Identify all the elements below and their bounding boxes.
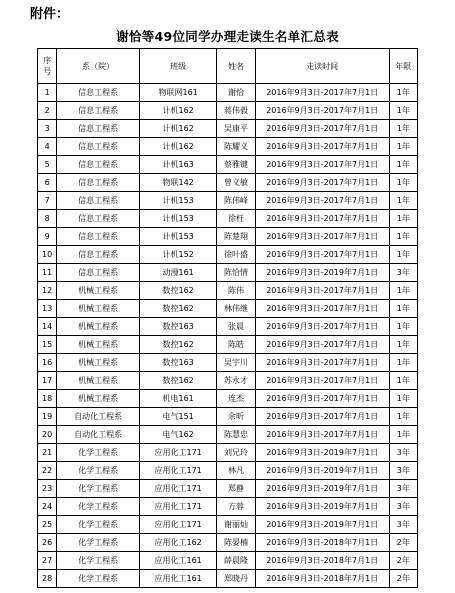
cell-dept: 信息工程系 bbox=[57, 210, 140, 228]
cell-name: 郑静 bbox=[217, 480, 256, 498]
cell-class: 物联网161 bbox=[140, 84, 217, 102]
cell-class: 应用化工171 bbox=[140, 498, 217, 516]
cell-no: 3 bbox=[38, 120, 57, 138]
student-roster-table bbox=[37, 48, 418, 588]
table-row bbox=[38, 444, 418, 462]
cell-years: 1年 bbox=[389, 354, 417, 372]
cell-no: 9 bbox=[38, 228, 57, 246]
table-row bbox=[38, 264, 418, 282]
table-row bbox=[38, 462, 418, 480]
cell-name: 陈皓 bbox=[217, 336, 256, 354]
cell-years: 2年 bbox=[389, 534, 417, 552]
cell-years: 1年 bbox=[389, 174, 417, 192]
cell-class: 应用化工171 bbox=[140, 462, 217, 480]
cell-class: 计机162 bbox=[140, 102, 217, 120]
table-row bbox=[38, 426, 418, 444]
cell-years: 1年 bbox=[389, 120, 417, 138]
cell-period: 2016年9月3日-2019年7月1日 bbox=[255, 264, 389, 282]
cell-period: 2016年9月3日-2017年7月1日 bbox=[255, 408, 389, 426]
table-row bbox=[38, 138, 418, 156]
cell-name: 薛晨隆 bbox=[217, 552, 256, 570]
cell-no: 27 bbox=[38, 552, 57, 570]
cell-period: 2016年9月3日-2017年7月1日 bbox=[255, 390, 389, 408]
cell-dept: 信息工程系 bbox=[57, 138, 140, 156]
cell-class: 应用化工161 bbox=[140, 552, 217, 570]
cell-name: 吴宇川 bbox=[217, 354, 256, 372]
table-row bbox=[38, 552, 418, 570]
cell-years: 1年 bbox=[389, 84, 417, 102]
cell-dept: 信息工程系 bbox=[57, 120, 140, 138]
table-row bbox=[38, 156, 418, 174]
cell-no: 21 bbox=[38, 444, 57, 462]
header-no bbox=[38, 49, 57, 84]
cell-dept: 自动化工程系 bbox=[57, 426, 140, 444]
cell-no: 13 bbox=[38, 300, 57, 318]
cell-class: 计机152 bbox=[140, 246, 217, 264]
cell-period: 2016年9月3日-2017年7月1日 bbox=[255, 84, 389, 102]
table-row bbox=[38, 498, 418, 516]
cell-period: 2016年9月3日-2017年7月1日 bbox=[255, 120, 389, 138]
cell-class: 数控163 bbox=[140, 318, 217, 336]
cell-name: 谢丽灿 bbox=[217, 516, 256, 534]
table-row bbox=[38, 84, 418, 102]
cell-name: 徐枉 bbox=[217, 210, 256, 228]
cell-years: 1年 bbox=[389, 102, 417, 120]
cell-no: 12 bbox=[38, 282, 57, 300]
cell-class: 数控162 bbox=[140, 300, 217, 318]
cell-years: 1年 bbox=[389, 138, 417, 156]
table-row bbox=[38, 102, 418, 120]
cell-period: 2016年9月3日-2017年7月1日 bbox=[255, 426, 389, 444]
cell-name: 吴康平 bbox=[217, 120, 256, 138]
cell-period: 2016年9月3日-2017年7月1日 bbox=[255, 192, 389, 210]
table-row bbox=[38, 174, 418, 192]
cell-class: 数控162 bbox=[140, 336, 217, 354]
cell-no: 17 bbox=[38, 372, 57, 390]
cell-years: 1年 bbox=[389, 390, 417, 408]
cell-class: 应用化工171 bbox=[140, 516, 217, 534]
cell-years: 2年 bbox=[389, 570, 417, 588]
cell-period: 2016年9月3日-2018年7月1日 bbox=[255, 534, 389, 552]
cell-class: 应用化工171 bbox=[140, 444, 217, 462]
cell-name: 陈耀义 bbox=[217, 138, 256, 156]
cell-dept: 信息工程系 bbox=[57, 84, 140, 102]
cell-period: 2016年9月3日-2017年7月1日 bbox=[255, 210, 389, 228]
cell-no: 23 bbox=[38, 480, 57, 498]
cell-name: 林凡 bbox=[217, 462, 256, 480]
cell-period: 2016年9月3日-2017年7月1日 bbox=[255, 174, 389, 192]
cell-dept: 机械工程系 bbox=[57, 390, 140, 408]
cell-no: 6 bbox=[38, 174, 57, 192]
cell-no: 26 bbox=[38, 534, 57, 552]
cell-period: 2016年9月3日-2019年7月1日 bbox=[255, 516, 389, 534]
cell-no: 16 bbox=[38, 354, 57, 372]
cell-class: 电气151 bbox=[140, 408, 217, 426]
cell-years: 1年 bbox=[389, 372, 417, 390]
table-row bbox=[38, 246, 418, 264]
table-row bbox=[38, 390, 418, 408]
cell-no: 15 bbox=[38, 336, 57, 354]
cell-years: 3年 bbox=[389, 498, 417, 516]
cell-dept: 信息工程系 bbox=[57, 174, 140, 192]
table-row bbox=[38, 282, 418, 300]
cell-no: 10 bbox=[38, 246, 57, 264]
cell-period: 2016年9月3日-2018年7月1日 bbox=[255, 552, 389, 570]
cell-years: 3年 bbox=[389, 264, 417, 282]
cell-name: 陈伟 bbox=[217, 282, 256, 300]
cell-no: 25 bbox=[38, 516, 57, 534]
table-body bbox=[38, 84, 418, 588]
table-header-row bbox=[38, 49, 418, 84]
cell-class: 计机162 bbox=[140, 120, 217, 138]
cell-name: 陈慧忠 bbox=[217, 426, 256, 444]
cell-dept: 自动化工程系 bbox=[57, 408, 140, 426]
cell-class: 数控162 bbox=[140, 372, 217, 390]
cell-class: 计机153 bbox=[140, 228, 217, 246]
cell-no: 1 bbox=[38, 84, 57, 102]
cell-dept: 化学工程系 bbox=[57, 516, 140, 534]
cell-dept: 化学工程系 bbox=[57, 444, 140, 462]
cell-no: 2 bbox=[38, 102, 57, 120]
table-row bbox=[38, 372, 418, 390]
cell-period: 2016年9月3日-2017年7月1日 bbox=[255, 336, 389, 354]
cell-dept: 化学工程系 bbox=[57, 534, 140, 552]
cell-class: 动漫161 bbox=[140, 264, 217, 282]
cell-period: 2016年9月3日-2018年7月1日 bbox=[255, 570, 389, 588]
header-years: 年限 bbox=[389, 49, 417, 84]
table-row bbox=[38, 192, 418, 210]
cell-name: 张晨 bbox=[217, 318, 256, 336]
cell-period: 2016年9月3日-2017年7月1日 bbox=[255, 102, 389, 120]
cell-no: 20 bbox=[38, 426, 57, 444]
cell-years: 1年 bbox=[389, 282, 417, 300]
cell-dept: 信息工程系 bbox=[57, 102, 140, 120]
cell-period: 2016年9月3日-2017年7月1日 bbox=[255, 282, 389, 300]
cell-dept: 信息工程系 bbox=[57, 228, 140, 246]
table-row bbox=[38, 570, 418, 588]
cell-name: 蒋伟毅 bbox=[217, 102, 256, 120]
cell-dept: 信息工程系 bbox=[57, 156, 140, 174]
attachment-label: 附件： bbox=[30, 7, 70, 22]
table-row bbox=[38, 354, 418, 372]
cell-dept: 机械工程系 bbox=[57, 300, 140, 318]
cell-name: 苏永才 bbox=[217, 372, 256, 390]
cell-name: 陈伟峰 bbox=[217, 192, 256, 210]
cell-name: 陈晏楠 bbox=[217, 534, 256, 552]
cell-years: 1年 bbox=[389, 228, 417, 246]
cell-class: 物联142 bbox=[140, 174, 217, 192]
cell-years: 3年 bbox=[389, 516, 417, 534]
header-period: 走读时间 bbox=[255, 49, 389, 84]
cell-years: 1年 bbox=[389, 318, 417, 336]
cell-dept: 机械工程系 bbox=[57, 318, 140, 336]
cell-no: 7 bbox=[38, 192, 57, 210]
table-row bbox=[38, 228, 418, 246]
cell-name: 林伟继 bbox=[217, 300, 256, 318]
cell-years: 1年 bbox=[389, 336, 417, 354]
cell-no: 19 bbox=[38, 408, 57, 426]
cell-class: 应用化工171 bbox=[140, 480, 217, 498]
document-title: 谢恰等49位同学办理走读生名单汇总表 bbox=[116, 29, 339, 44]
cell-period: 2016年9月3日-2017年7月1日 bbox=[255, 354, 389, 372]
cell-years: 1年 bbox=[389, 408, 417, 426]
cell-years: 1年 bbox=[389, 156, 417, 174]
cell-name: 曾义敏 bbox=[217, 174, 256, 192]
cell-dept: 机械工程系 bbox=[57, 336, 140, 354]
cell-name: 陈恰情 bbox=[217, 264, 256, 282]
header-no-line2: 号 bbox=[43, 67, 52, 76]
cell-class: 应用化工161 bbox=[140, 570, 217, 588]
table-row bbox=[38, 408, 418, 426]
cell-no: 11 bbox=[38, 264, 57, 282]
cell-no: 14 bbox=[38, 318, 57, 336]
cell-class: 电气162 bbox=[140, 426, 217, 444]
table-row bbox=[38, 210, 418, 228]
header-name: 姓名 bbox=[217, 49, 256, 84]
cell-no: 18 bbox=[38, 390, 57, 408]
cell-period: 2016年9月3日-2019年7月1日 bbox=[255, 444, 389, 462]
cell-dept: 信息工程系 bbox=[57, 264, 140, 282]
cell-name: 谢恰 bbox=[217, 84, 256, 102]
cell-period: 2016年9月3日-2019年7月1日 bbox=[255, 480, 389, 498]
cell-period: 2016年9月3日-2017年7月1日 bbox=[255, 156, 389, 174]
table-row bbox=[38, 120, 418, 138]
cell-class: 应用化工162 bbox=[140, 534, 217, 552]
cell-no: 28 bbox=[38, 570, 57, 588]
table-row bbox=[38, 480, 418, 498]
cell-class: 计机153 bbox=[140, 210, 217, 228]
cell-name: 连杰 bbox=[217, 390, 256, 408]
cell-class: 计机163 bbox=[140, 156, 217, 174]
cell-dept: 信息工程系 bbox=[57, 192, 140, 210]
cell-years: 2年 bbox=[389, 552, 417, 570]
cell-years: 3年 bbox=[389, 480, 417, 498]
cell-class: 计机153 bbox=[140, 192, 217, 210]
header-no-line1: 序 bbox=[43, 56, 52, 65]
table-row bbox=[38, 318, 418, 336]
table-row bbox=[38, 534, 418, 552]
cell-period: 2016年9月3日-2017年7月1日 bbox=[255, 228, 389, 246]
cell-no: 22 bbox=[38, 462, 57, 480]
cell-class: 机电161 bbox=[140, 390, 217, 408]
header-class: 班级 bbox=[140, 49, 217, 84]
cell-class: 数控163 bbox=[140, 354, 217, 372]
cell-no: 5 bbox=[38, 156, 57, 174]
cell-name: 蔡雅键 bbox=[217, 156, 256, 174]
cell-period: 2016年9月3日-2017年7月1日 bbox=[255, 300, 389, 318]
cell-years: 1年 bbox=[389, 300, 417, 318]
cell-period: 2016年9月3日-2019年7月1日 bbox=[255, 498, 389, 516]
header-dept: 系（院） bbox=[57, 49, 140, 84]
table-row bbox=[38, 300, 418, 318]
table-row bbox=[38, 516, 418, 534]
cell-period: 2016年9月3日-2017年7月1日 bbox=[255, 246, 389, 264]
cell-no: 24 bbox=[38, 498, 57, 516]
cell-years: 1年 bbox=[389, 210, 417, 228]
cell-class: 计机162 bbox=[140, 138, 217, 156]
cell-no: 8 bbox=[38, 210, 57, 228]
cell-years: 3年 bbox=[389, 462, 417, 480]
cell-dept: 化学工程系 bbox=[57, 552, 140, 570]
cell-period: 2016年9月3日-2017年7月1日 bbox=[255, 138, 389, 156]
cell-period: 2016年9月3日-2019年7月1日 bbox=[255, 462, 389, 480]
cell-dept: 机械工程系 bbox=[57, 282, 140, 300]
cell-name: 陈楚翔 bbox=[217, 228, 256, 246]
cell-years: 1年 bbox=[389, 246, 417, 264]
cell-name: 余昕 bbox=[217, 408, 256, 426]
cell-dept: 化学工程系 bbox=[57, 462, 140, 480]
cell-dept: 机械工程系 bbox=[57, 354, 140, 372]
cell-dept: 机械工程系 bbox=[57, 372, 140, 390]
cell-name: 郑晓丹 bbox=[217, 570, 256, 588]
cell-period: 2016年9月3日-2017年7月1日 bbox=[255, 372, 389, 390]
cell-years: 1年 bbox=[389, 192, 417, 210]
cell-name: 方蓉 bbox=[217, 498, 256, 516]
cell-dept: 化学工程系 bbox=[57, 570, 140, 588]
cell-name: 徐叶盛 bbox=[217, 246, 256, 264]
cell-no: 4 bbox=[38, 138, 57, 156]
cell-period: 2016年9月3日-2017年7月1日 bbox=[255, 318, 389, 336]
cell-years: 3年 bbox=[389, 444, 417, 462]
table-row bbox=[38, 336, 418, 354]
cell-class: 数控162 bbox=[140, 282, 217, 300]
cell-dept: 化学工程系 bbox=[57, 498, 140, 516]
cell-years: 1年 bbox=[389, 426, 417, 444]
cell-dept: 化学工程系 bbox=[57, 480, 140, 498]
cell-name: 刘兄玲 bbox=[217, 444, 256, 462]
cell-dept: 信息工程系 bbox=[57, 246, 140, 264]
